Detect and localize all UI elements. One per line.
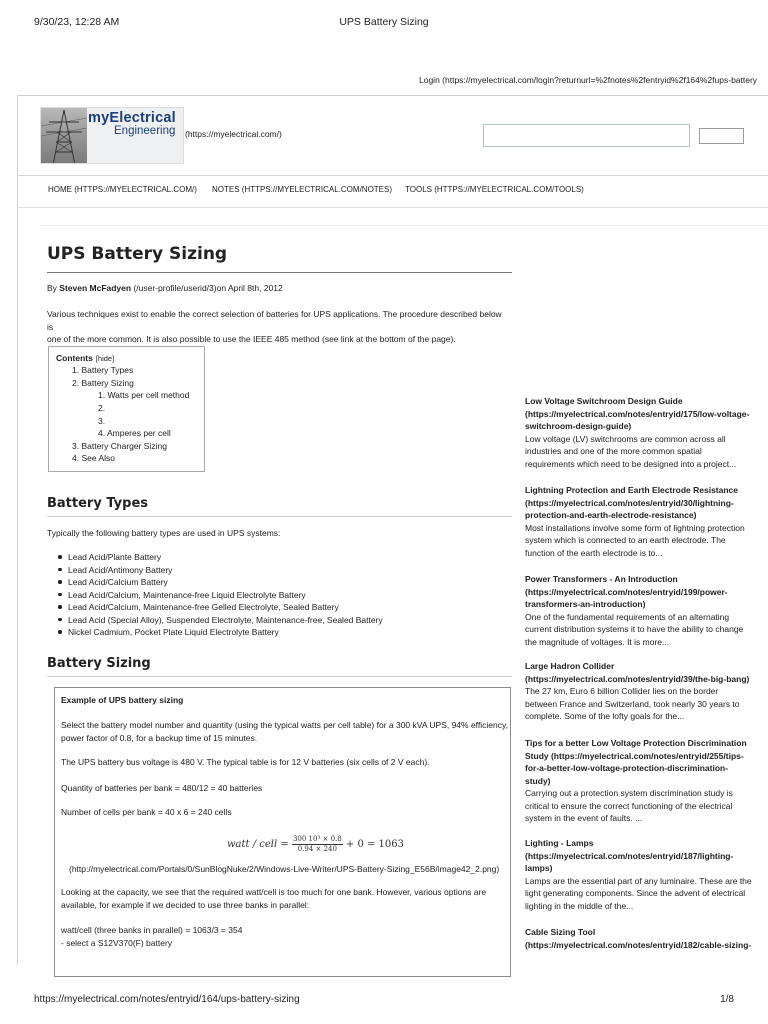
print-title: UPS Battery Sizing xyxy=(339,16,429,28)
list-item: Lead Acid/Calcium, Maintenance-free Liquid Electrolyte Battery xyxy=(68,589,306,600)
title-divider xyxy=(47,272,512,273)
byline xyxy=(47,283,283,293)
related-note[interactable] xyxy=(525,573,768,648)
list-item: Lead Acid/Plante Battery xyxy=(68,552,162,562)
related-note-url[interactable]: (https://myelectrical.com/notes/entryid/39/the-big-bang) xyxy=(525,673,750,684)
formula xyxy=(227,835,404,854)
battery-sizing-heading: Battery Sizing xyxy=(47,656,151,671)
search-input[interactable] xyxy=(483,124,690,147)
related-note[interactable] xyxy=(525,395,768,470)
nav-tools[interactable]: TOOLS (HTTPS://MYELECTRICAL.COM/TOOLS) xyxy=(405,185,584,194)
example-text: The UPS battery bus voltage is 480 V. The typical table is for 12 V batteries (six cells of 2 V each). xyxy=(61,757,430,767)
related-note-url[interactable]: switchroom-design-guide) xyxy=(525,421,632,431)
related-note-title[interactable]: Cable Sizing Tool xyxy=(525,927,596,937)
example-text: Select the battery model number and quantity (using the typical watts per cell table) for a 300 kVA UPS, 94% efficiency, xyxy=(61,720,508,730)
related-note-title[interactable]: Low Voltage Switchroom Design Guide xyxy=(525,396,683,406)
related-note-url[interactable]: (https://myelectrical.com/notes/entryid/182/cable-sizing- xyxy=(525,939,752,950)
example-text: Quantity of batteries per bank = 480/12 = 40 batteries xyxy=(61,783,263,793)
intro-line: one of the more common. It is also possible to use the IEEE 485 method (see link at the bottom of the page). xyxy=(47,334,456,344)
list-item: Lead Acid/Calcium Battery xyxy=(68,577,168,587)
battery-types-heading: Battery Types xyxy=(47,496,148,511)
formula-numerator: 300 10³ × 0.8 xyxy=(292,835,342,843)
related-note-desc: between France and Switzerland, took nearly 30 years to xyxy=(525,698,740,709)
example-text: Number of cells per bank = 40 x 6 = 240 cells xyxy=(61,807,232,817)
related-note-desc: industries and one of the more common spatial xyxy=(525,446,702,456)
content-top-divider xyxy=(40,225,768,226)
list-item: Nickel Cadmium, Pocket Plate Liquid Electrolyte Battery xyxy=(68,627,279,637)
byline-prefix: By xyxy=(47,283,60,293)
formula-fraction xyxy=(292,835,343,854)
example-text: Looking at the capacity, we see that the required watt/cell is too much for one bank. However, various options are xyxy=(61,887,487,897)
related-note-url[interactable]: protection-and-earth-electrode-resistance) xyxy=(525,510,697,520)
page-number: 1/8 xyxy=(720,994,734,1005)
related-note-title[interactable]: Lightning Protection and Earth Electrode Resistance xyxy=(525,485,739,495)
nav-top-divider xyxy=(17,175,768,176)
related-note-desc: The 27 km, Euro 6 billion Collider lies on the border xyxy=(525,686,719,696)
toc-item[interactable]: 2. xyxy=(98,403,106,413)
section-divider xyxy=(47,516,512,517)
page-frame-left xyxy=(17,95,18,965)
author-link[interactable]: Steven McFadyen xyxy=(59,283,132,293)
related-note-desc: Low voltage (LV) switchrooms are common across all xyxy=(525,433,726,444)
related-note-desc: Lamps are the essential part of any luminaire. These are the xyxy=(525,875,752,886)
example-box xyxy=(54,687,511,977)
related-note-url[interactable]: for-a-better-low-voltage-protection-discrimination- xyxy=(525,763,729,773)
byline-suffix: (/user-profile/userid/3)on April 8th, 2012 xyxy=(131,283,283,293)
battery-types-intro: Typically the following battery types are used in UPS systems: xyxy=(47,528,281,538)
logo-title: myElectrical xyxy=(88,110,176,126)
print-header xyxy=(0,16,768,32)
related-note-desc: Most installations involve some form of lightning protection xyxy=(525,522,745,533)
related-note-desc: One of the fundamental requirements of an alternating xyxy=(525,611,730,622)
print-url: https://myelectrical.com/notes/entryid/164/ups-battery-sizing xyxy=(34,994,300,1005)
section-divider xyxy=(47,676,512,677)
related-note-desc: the magnitude of voltages. It is more... xyxy=(525,636,670,647)
table-of-contents xyxy=(48,346,205,472)
example-text: - select a S12V370(F) battery xyxy=(61,938,173,948)
related-note-url[interactable]: (https://myelectrical.com/notes/entryid/175/low-voltage- xyxy=(525,408,750,419)
list-item: Lead Acid/Antimony Battery xyxy=(68,564,173,575)
logo-subtitle: Engineering xyxy=(114,125,176,137)
nav-bottom-divider xyxy=(17,207,768,208)
related-note-url[interactable]: study) xyxy=(525,775,551,786)
intro-line: Various techniques exist to enable the correct selection of batteries for UPS applications. The procedure described below is xyxy=(47,309,502,332)
related-note-title[interactable]: Lighting - Lamps xyxy=(525,838,594,848)
print-footer xyxy=(0,994,768,1008)
related-note[interactable] xyxy=(525,837,768,912)
related-note-desc: complete. Some of the lofty goals for the... xyxy=(525,711,685,721)
related-note-title[interactable]: Large Hadron Collider xyxy=(525,661,615,671)
related-note-desc: lighting in the middle of the... xyxy=(525,900,634,911)
related-note-desc: system in the event of faults. ... xyxy=(525,813,643,823)
list-item: Lead Acid (Special Alloy), Suspended Electrolyte, Maintenance-free, Sealed Battery xyxy=(68,614,383,625)
related-note-url[interactable]: (https://myelectrical.com/notes/entryid/30/lightning- xyxy=(525,497,734,508)
toc-title: Contents xyxy=(56,353,93,363)
related-note-url[interactable]: (https://myelectrical.com/notes/entryid/187/lighting- xyxy=(525,850,734,861)
related-note[interactable] xyxy=(525,484,768,559)
toc-item[interactable]: 1. Battery Types xyxy=(72,365,134,375)
related-note[interactable] xyxy=(525,737,768,825)
nav-notes[interactable]: NOTES (HTTPS://MYELECTRICAL.COM/NOTES) xyxy=(212,185,393,194)
search-button[interactable] xyxy=(699,128,744,144)
intro-paragraph xyxy=(47,308,509,346)
related-note[interactable] xyxy=(525,926,768,951)
related-note-desc: Carrying out a protection system discrimination study is xyxy=(525,788,733,798)
formula-denominator: 0.94 × 240 xyxy=(297,845,337,853)
page-frame-top xyxy=(17,95,768,96)
toc-heading xyxy=(56,353,114,363)
pylon-icon xyxy=(41,108,87,164)
example-text: watt/cell (three banks in parallel) = 1063/3 = 354 xyxy=(61,925,243,935)
related-note-url[interactable]: lamps) xyxy=(525,863,553,873)
site-logo[interactable] xyxy=(40,107,184,164)
login-link[interactable]: Login (https://myelectrical.com/login?returnurl=%2fnotes%2fentryid%2f164%2fups-battery xyxy=(419,75,758,85)
toc-hide-link[interactable]: [hide] xyxy=(95,354,115,363)
related-note-title[interactable]: Power Transformers - An Introduction xyxy=(525,574,678,584)
related-note-desc: critical to ensure the correct functioning of the electrical xyxy=(525,800,733,811)
toc-item[interactable]: 1. Watts per cell method xyxy=(98,390,190,400)
print-date: 9/30/23, 12:28 AM xyxy=(34,16,120,28)
page-title: UPS Battery Sizing xyxy=(47,244,228,264)
related-note[interactable] xyxy=(525,660,768,723)
toc-item[interactable]: 3. Battery Charger Sizing xyxy=(72,441,167,451)
example-text: power factor of 0.8, for a backup time of 15 minutes. xyxy=(61,733,258,743)
example-title: Example of UPS battery sizing xyxy=(61,695,184,705)
related-note-url[interactable]: (https://myelectrical.com/notes/entryid/199/power- xyxy=(525,586,728,597)
related-note-desc: system which is connected to an earth electrode. The xyxy=(525,535,726,545)
related-note-url[interactable]: Study (https://myelectrical.com/notes/entryid/255/tips- xyxy=(525,750,744,761)
toc-item[interactable]: 3. xyxy=(98,416,106,426)
toc-item[interactable]: 2. Battery Sizing xyxy=(72,378,134,388)
related-note-desc: function of the earth electrode is to... xyxy=(525,547,663,558)
related-note-url[interactable]: transformers-an-introduction) xyxy=(525,599,646,609)
logo-link[interactable]: (https://myelectrical.com/) xyxy=(185,129,282,139)
related-note-desc: current distribution systems it to have the ability to change xyxy=(525,624,744,634)
related-note-title[interactable]: Tips for a better Low Voltage Protection Discrimination xyxy=(525,738,747,748)
related-note-desc: light generating components. Since the advent of electrical xyxy=(525,888,746,898)
formula-rhs: + 0 = 1063 xyxy=(345,839,404,850)
example-text: available, for example if we decided to use three banks in parallel: xyxy=(61,900,310,910)
related-note-desc: requirements which need to be designed into a project... xyxy=(525,458,737,469)
image-link[interactable]: (http://myelectrical.com/Portals/0/SunBlogNuke/2/Windows-Live-Writer/UPS-Battery-Sizing_E56B/image42_2.png) xyxy=(69,864,500,874)
toc-item[interactable]: 4. Amperes per cell xyxy=(98,428,171,438)
formula-lhs: watt / cell = xyxy=(227,839,289,850)
list-item: Lead Acid/Calcium, Maintenance-free Gelled Electrolyte, Sealed Battery xyxy=(68,602,339,612)
toc-item[interactable]: 4. See Also xyxy=(72,453,116,463)
nav-home[interactable]: HOME (HTTPS://MYELECTRICAL.COM/) xyxy=(48,185,197,194)
